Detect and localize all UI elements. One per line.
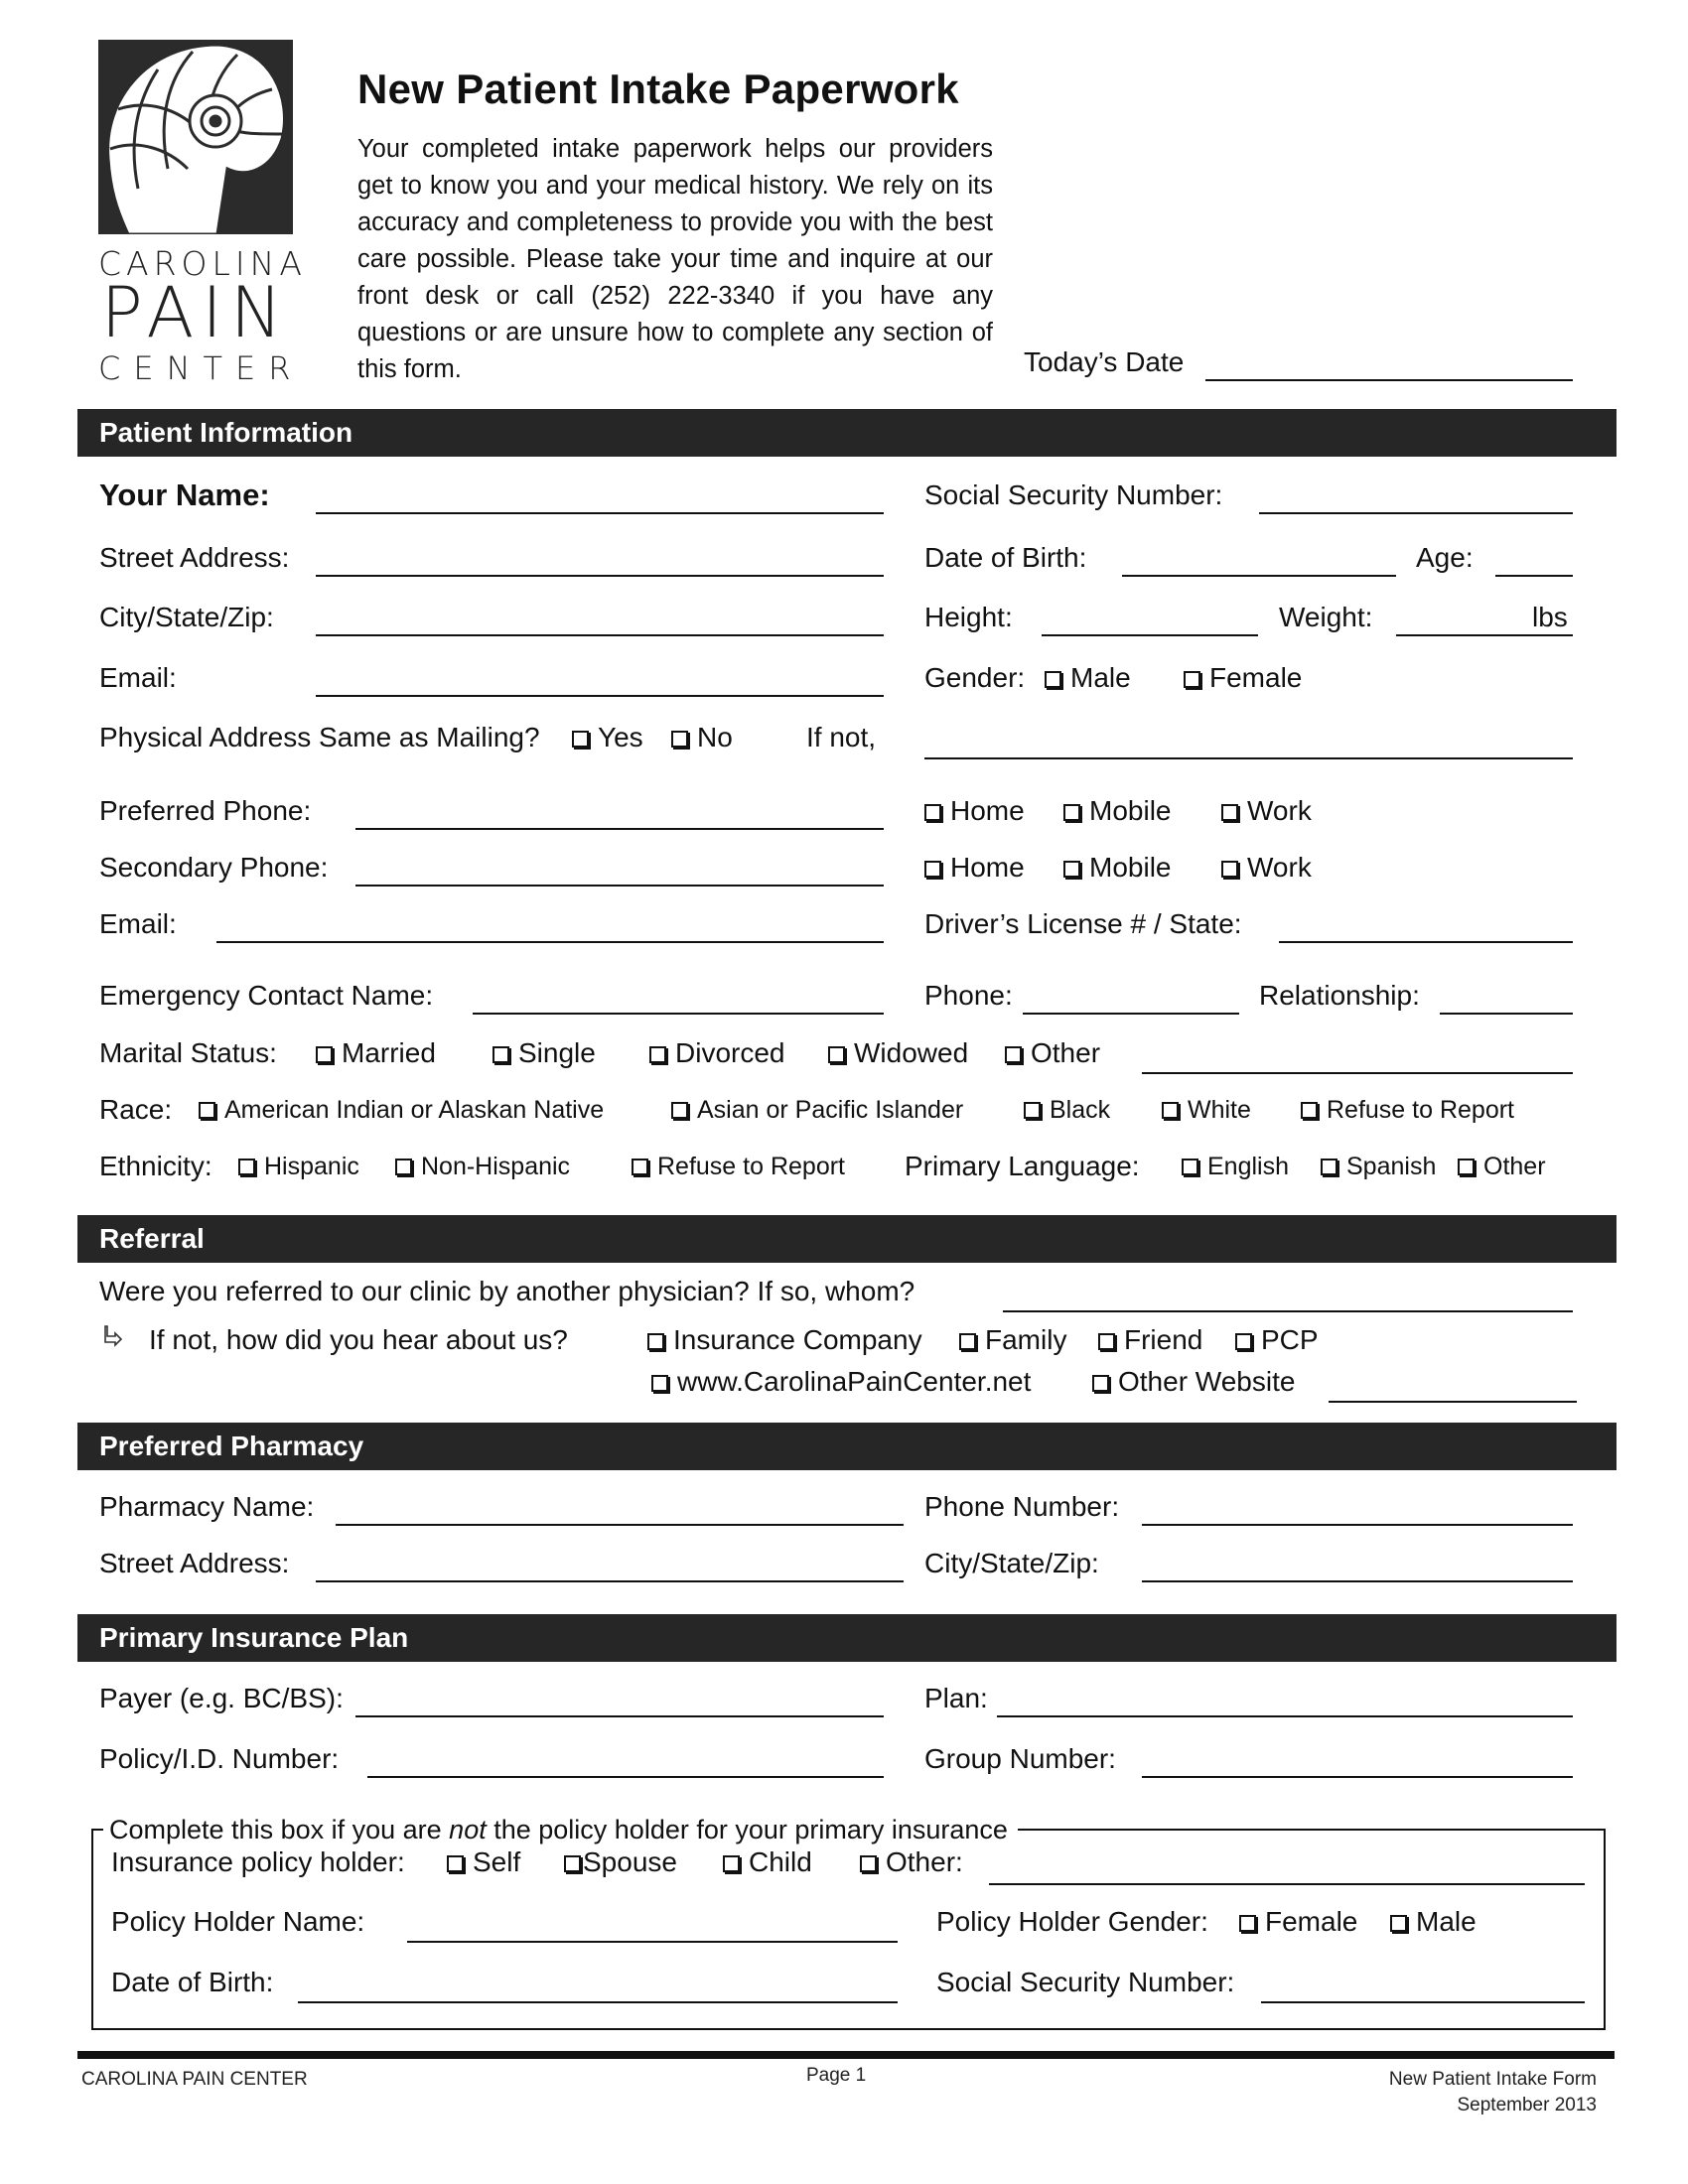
holder-dob-field[interactable]: [298, 2001, 898, 2003]
holder-self-checkbox[interactable]: Self: [447, 1845, 520, 1879]
checkbox-icon: [723, 1855, 740, 1872]
pharmacy-name-label: Pharmacy Name:: [99, 1491, 315, 1522]
holder-other-checkbox[interactable]: Other:: [860, 1845, 963, 1879]
payer-field[interactable]: [355, 1715, 884, 1717]
ssn-label: Social Security Number:: [924, 479, 1223, 510]
marital-status-label: Marital Status:: [99, 1037, 277, 1068]
footer-rule: [77, 2051, 1615, 2059]
section-header-primary-insurance: Primary Insurance Plan: [77, 1614, 1617, 1662]
referred-question-label: Were you referred to our clinic by another physician? If so, whom?: [99, 1276, 915, 1306]
checkbox-icon: [959, 1333, 976, 1350]
secondary-phone-home-checkbox[interactable]: Home: [924, 851, 1025, 885]
emergency-contact-name-label: Emergency Contact Name:: [99, 980, 434, 1011]
checkbox-icon: [447, 1855, 464, 1872]
hear-website-checkbox[interactable]: www.CarolinaPainCenter.net: [651, 1365, 1031, 1399]
gender-female-checkbox[interactable]: Female: [1184, 661, 1302, 695]
ethnicity-label: Ethnicity:: [99, 1151, 212, 1181]
preferred-phone-mobile-checkbox[interactable]: Mobile: [1063, 794, 1171, 828]
policy-holder-name-label: Policy Holder Name:: [111, 1906, 365, 1937]
logo-text-center: CENTER: [98, 349, 304, 387]
policy-id-label: Policy/I.D. Number:: [99, 1743, 340, 1774]
checkbox-icon: [1321, 1159, 1337, 1175]
checkbox-icon: [1005, 1046, 1022, 1063]
checkbox-icon: [860, 1855, 877, 1872]
checkbox-icon: [1458, 1159, 1475, 1175]
hear-insurance-checkbox[interactable]: Insurance Company: [647, 1323, 922, 1357]
holder-gender-female-checkbox[interactable]: Female: [1239, 1905, 1357, 1939]
physical-same-yes-checkbox[interactable]: Yes: [572, 721, 643, 754]
checkbox-icon: [671, 731, 688, 748]
drivers-license-label: Driver’s License # / State:: [924, 908, 1242, 939]
emergency-phone-field[interactable]: [1023, 1013, 1239, 1015]
checkbox-icon: [1235, 1333, 1252, 1350]
holder-child-checkbox[interactable]: Child: [723, 1845, 812, 1879]
language-english-checkbox[interactable]: English: [1182, 1150, 1289, 1183]
race-asian-checkbox[interactable]: Asian or Pacific Islander: [671, 1093, 963, 1127]
policy-holder-gender-label: Policy Holder Gender:: [936, 1906, 1208, 1937]
email-2-label: Email:: [99, 908, 177, 939]
referring-physician-field[interactable]: [1003, 1310, 1573, 1312]
checkbox-icon: [564, 1855, 581, 1872]
preferred-phone-field[interactable]: [355, 828, 884, 830]
checkbox-icon: [395, 1159, 412, 1175]
secondary-phone-field[interactable]: [355, 885, 884, 887]
plan-label: Plan:: [924, 1683, 988, 1713]
weight-unit: lbs: [1532, 602, 1568, 632]
race-white-checkbox[interactable]: White: [1162, 1093, 1251, 1127]
section-header-patient-information: Patient Information: [77, 409, 1617, 457]
age-field[interactable]: [1495, 575, 1573, 577]
height-field[interactable]: [1042, 634, 1258, 636]
checkbox-icon: [1063, 804, 1080, 821]
emergency-contact-name-field[interactable]: [473, 1013, 884, 1015]
checkbox-icon: [1024, 1102, 1041, 1119]
footer-page-number: Page 1: [806, 2065, 867, 2086]
checkbox-icon: [632, 1159, 648, 1175]
todays-date-field[interactable]: [1205, 379, 1573, 381]
height-label: Height:: [924, 602, 1013, 632]
marital-married-checkbox[interactable]: Married: [316, 1036, 436, 1070]
checkbox-icon: [199, 1102, 215, 1119]
weight-label: Weight:: [1279, 602, 1373, 632]
pharmacy-street-field[interactable]: [316, 1580, 904, 1582]
checkbox-icon: [1301, 1102, 1318, 1119]
street-address-field[interactable]: [316, 575, 884, 577]
intro-paragraph: Your completed intake paperwork helps our providers get to know you and your medical history. We rely on its accuracy and completeness to provide you with the best care possible. Please take your time and inquire at our front desk or call (252) 222-3340 if you have any questions or are unsure how to complete any section of this form.: [357, 135, 993, 383]
if-not-label: If not,: [806, 722, 877, 752]
checkbox-icon: [924, 804, 941, 821]
checkbox-icon: [1098, 1333, 1115, 1350]
physical-same-no-checkbox[interactable]: No: [671, 721, 733, 754]
physical-address-field[interactable]: [924, 757, 1573, 759]
checkbox-icon: [1184, 671, 1200, 688]
hear-family-checkbox[interactable]: Family: [959, 1323, 1066, 1357]
pharmacy-name-field[interactable]: [336, 1524, 904, 1526]
checkbox-icon: [647, 1333, 664, 1350]
nautilus-shell-icon: [98, 40, 293, 234]
city-state-zip-field[interactable]: [316, 634, 884, 636]
email-2-field[interactable]: [216, 941, 884, 943]
logo-emblem: [98, 40, 293, 234]
checkbox-icon: [1045, 671, 1061, 688]
dob-field[interactable]: [1122, 575, 1396, 577]
age-label: Age:: [1416, 542, 1474, 573]
your-name-label: Your Name:: [99, 478, 270, 512]
holder-ssn-field[interactable]: [1261, 2001, 1585, 2003]
ethnicity-non-hispanic-checkbox[interactable]: Non-Hispanic: [395, 1150, 570, 1183]
checkbox-icon: [828, 1046, 845, 1063]
other-website-field[interactable]: [1329, 1401, 1577, 1403]
checkbox-icon: [1162, 1102, 1179, 1119]
checkbox-icon: [492, 1046, 509, 1063]
ethnicity-hispanic-checkbox[interactable]: Hispanic: [238, 1150, 359, 1183]
todays-date-label: Today’s Date: [1024, 346, 1185, 377]
plan-field[interactable]: [997, 1715, 1573, 1717]
pharmacy-phone-field[interactable]: [1142, 1524, 1573, 1526]
policy-holder-box-legend: Complete this box if you are not the policy holder for your primary insurance: [103, 1815, 1018, 1844]
secondary-phone-mobile-checkbox[interactable]: Mobile: [1063, 851, 1171, 885]
primary-language-label: Primary Language:: [905, 1151, 1140, 1181]
race-american-indian-checkbox[interactable]: American Indian or Alaskan Native: [199, 1093, 604, 1127]
checkbox-icon: [1221, 804, 1238, 821]
checkbox-icon: [572, 731, 589, 748]
language-other-checkbox[interactable]: Other: [1458, 1150, 1546, 1183]
physical-address-same-label: Physical Address Same as Mailing?: [99, 722, 540, 752]
checkbox-icon: [651, 1375, 668, 1392]
checkbox-icon: [1063, 861, 1080, 878]
email-field[interactable]: [316, 695, 884, 697]
race-refuse-checkbox[interactable]: Refuse to Report: [1301, 1093, 1514, 1127]
marital-other-field[interactable]: [1142, 1072, 1573, 1074]
drivers-license-field[interactable]: [1279, 941, 1573, 943]
gender-label: Gender:: [924, 662, 1026, 693]
ssn-field[interactable]: [1259, 512, 1573, 514]
policy-holder-name-field[interactable]: [407, 1941, 898, 1943]
hear-other-website-checkbox[interactable]: Other Website: [1092, 1365, 1295, 1399]
marital-divorced-checkbox[interactable]: Divorced: [649, 1036, 784, 1070]
checkbox-icon: [1182, 1159, 1198, 1175]
policy-holder-label: Insurance policy holder:: [111, 1846, 405, 1877]
gender-male-checkbox[interactable]: Male: [1045, 661, 1131, 695]
weight-field[interactable]: [1396, 634, 1573, 636]
marital-other-checkbox[interactable]: Other: [1005, 1036, 1100, 1070]
marital-widowed-checkbox[interactable]: Widowed: [828, 1036, 968, 1070]
dob-label: Date of Birth:: [924, 542, 1087, 573]
preferred-phone-label: Preferred Phone:: [99, 795, 312, 826]
holder-dob-label: Date of Birth:: [111, 1967, 274, 1997]
holder-gender-male-checkbox[interactable]: Male: [1390, 1905, 1477, 1939]
logo-text-pain: PAIN: [100, 272, 291, 353]
preferred-phone-home-checkbox[interactable]: Home: [924, 794, 1025, 828]
emergency-phone-label: Phone:: [924, 980, 1013, 1011]
secondary-phone-work-checkbox[interactable]: Work: [1221, 851, 1312, 885]
section-header-preferred-pharmacy: Preferred Pharmacy: [77, 1423, 1617, 1470]
checkbox-icon: [649, 1046, 666, 1063]
footer-form-name: New Patient Intake Form: [1388, 2069, 1597, 2090]
race-black-checkbox[interactable]: Black: [1024, 1093, 1110, 1127]
checkbox-icon: [1221, 861, 1238, 878]
pharmacy-city-label: City/State/Zip:: [924, 1548, 1099, 1578]
pharmacy-phone-label: Phone Number:: [924, 1491, 1120, 1522]
hear-friend-checkbox[interactable]: Friend: [1098, 1323, 1202, 1357]
checkbox-icon: [1390, 1915, 1407, 1932]
relationship-label: Relationship:: [1259, 980, 1420, 1011]
email-label: Email:: [99, 662, 177, 693]
marital-single-checkbox[interactable]: Single: [492, 1036, 596, 1070]
race-label: Race:: [99, 1094, 173, 1125]
preferred-phone-work-checkbox[interactable]: Work: [1221, 794, 1312, 828]
page-title: New Patient Intake Paperwork: [357, 66, 959, 112]
group-number-field[interactable]: [1142, 1776, 1573, 1778]
your-name-field[interactable]: [316, 512, 884, 514]
secondary-phone-label: Secondary Phone:: [99, 852, 329, 883]
street-address-label: Street Address:: [99, 542, 290, 573]
checkbox-icon: [1239, 1915, 1256, 1932]
footer-form-date: September 2013: [1457, 2095, 1597, 2116]
language-spanish-checkbox[interactable]: Spanish: [1321, 1150, 1436, 1183]
logo-text-carolina: CAROLINA: [98, 244, 307, 283]
group-number-label: Group Number:: [924, 1743, 1116, 1774]
checkbox-icon: [924, 861, 941, 878]
hand-pointer-icon: [101, 1324, 123, 1350]
checkbox-icon: [238, 1159, 255, 1175]
checkbox-icon: [316, 1046, 333, 1063]
holder-other-field[interactable]: [989, 1883, 1585, 1885]
hear-about-label: If not, how did you hear about us?: [149, 1324, 568, 1355]
hear-pcp-checkbox[interactable]: PCP: [1235, 1323, 1319, 1357]
holder-spouse-checkbox[interactable]: Spouse: [564, 1845, 677, 1879]
ethnicity-refuse-checkbox[interactable]: Refuse to Report: [632, 1150, 845, 1183]
city-state-zip-label: City/State/Zip:: [99, 602, 274, 632]
footer-org: CAROLINA PAIN CENTER: [81, 2069, 308, 2090]
policy-id-field[interactable]: [367, 1776, 884, 1778]
checkbox-icon: [671, 1102, 688, 1119]
section-header-referral: Referral: [77, 1215, 1617, 1263]
payer-label: Payer (e.g. BC/BS):: [99, 1683, 344, 1713]
checkbox-icon: [1092, 1375, 1109, 1392]
relationship-field[interactable]: [1440, 1013, 1573, 1015]
pharmacy-city-field[interactable]: [1142, 1580, 1573, 1582]
pharmacy-street-label: Street Address:: [99, 1548, 290, 1578]
holder-ssn-label: Social Security Number:: [936, 1967, 1235, 1997]
